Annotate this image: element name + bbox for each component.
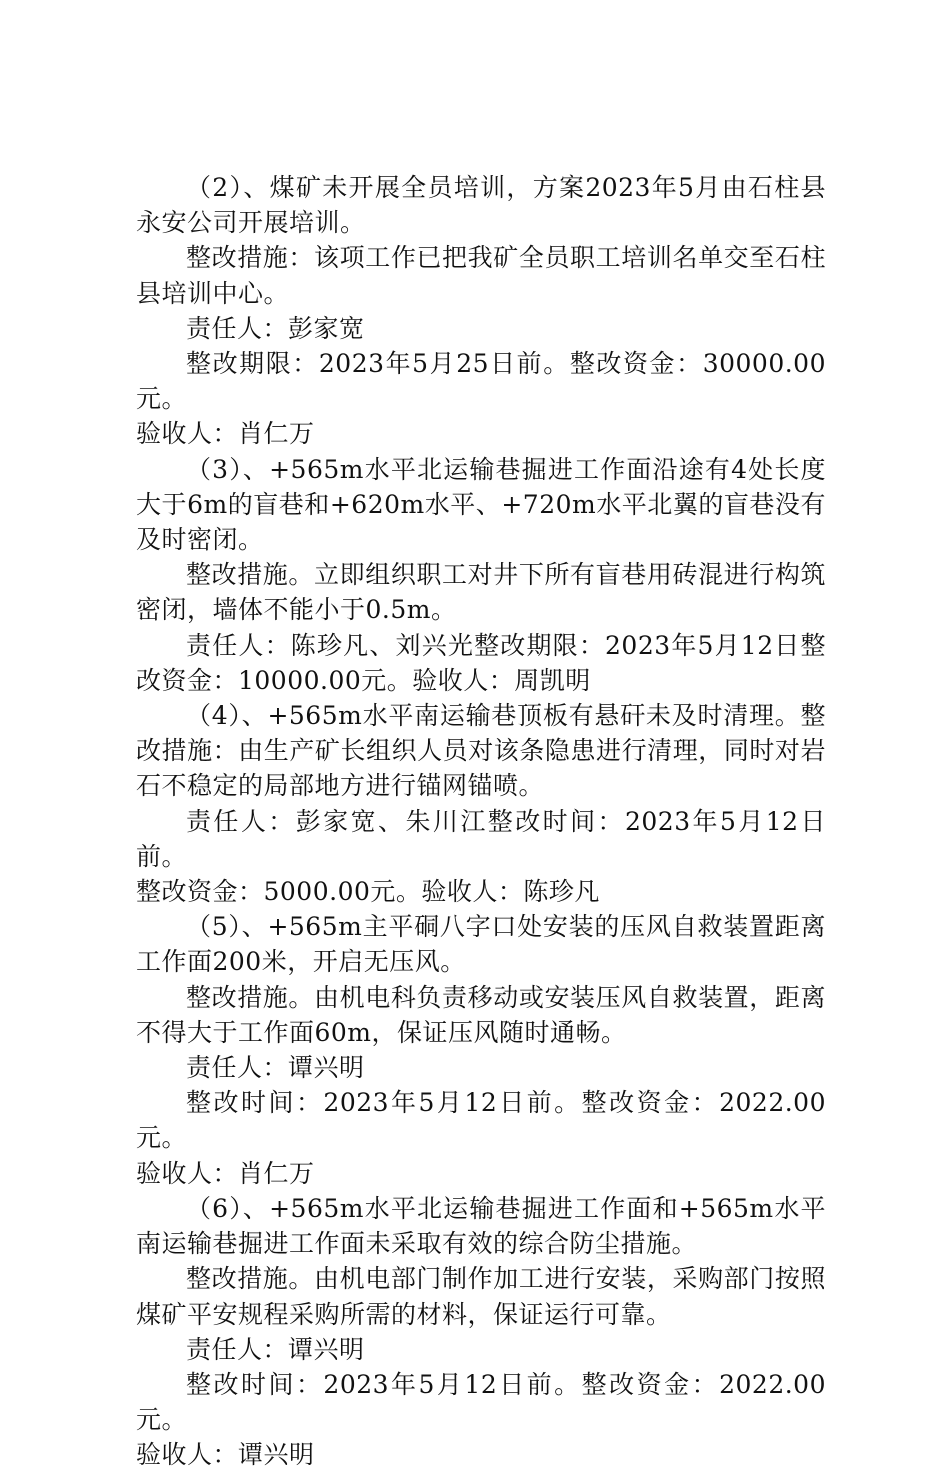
paragraph-item-5-responsible: 责任人：谭兴明 <box>186 1053 365 1083</box>
paragraph-item-5-heading: （5）、+565m主平硐八字口处安装的压风自救装置距离工作面200米，开启无压风。 <box>136 912 826 977</box>
paragraph-item-6-responsible: 责任人：谭兴明 <box>186 1334 365 1364</box>
paragraph-item-5-measures: 整改措施。由机电科负责移动或安装压风自救装置，距离不得大于工作面60m，保证压风随时通畅。 <box>136 982 826 1047</box>
paragraph-item-4-funds: 整改资金：5000.00元。验收人：陈珍凡 <box>136 877 600 907</box>
paragraph-item-5-deadline: 整改时间：2023年5月12日前。整改资金：2022.00元。 <box>136 1088 826 1153</box>
paragraph-item-2-heading: （2）、煤矿未开展全员培训，方案2023年5月由石柱县永安公司开展培训。 <box>136 173 826 238</box>
document-body <box>136 170 826 1473</box>
paragraph-item-6-heading: （6）、+565m水平北运输巷掘进工作面和+565m水平南运输巷掘进工作面未采取有效的综合防尘措施。 <box>136 1193 826 1259</box>
paragraph-item-2-measures: 整改措施：该项工作已把我矿全员职工培训名单交至石柱县培训中心。 <box>136 243 826 308</box>
paragraph-item-6-deadline: 整改时间：2023年5月12日前。整改资金：2022.00元。 <box>136 1369 826 1435</box>
paragraph-item-2-deadline: 整改期限：2023年5月25日前。整改资金：30000.00元。 <box>136 349 826 414</box>
paragraph-item-3-measures: 整改措施。立即组织职工对井下所有盲巷用砖混进行构筑密闭，墙体不能小于0.5m。 <box>136 560 826 625</box>
paragraph-item-2-inspector: 验收人：肖仁万 <box>136 419 315 449</box>
paragraph-item-4-heading: （4）、+565m水平南运输巷顶板有悬矸未及时清理。整改措施：由生产矿长组织人员对该条隐患进行清理，同时对岩石不稳定的局部地方进行锚网锚喷。 <box>136 701 826 801</box>
paragraph-item-6-inspector: 验收人：谭兴明 <box>136 1440 315 1470</box>
paragraph-item-3-responsible: 责任人：陈珍凡、刘兴光整改期限：2023年5月12日整改资金：10000.00元。验收人：周凯明 <box>136 630 826 695</box>
paragraph-item-4-responsible: 责任人：彭家宽、朱川江整改时间：2023年5月12日前。 <box>136 806 826 871</box>
paragraph-item-5-inspector: 验收人：肖仁万 <box>136 1158 315 1188</box>
paragraph-item-3-heading: （3）、+565m水平北运输巷掘进工作面沿途有4处长度大于6m的盲巷和+620m水平、+720m水平北翼的盲巷没有及时密闭。 <box>136 454 826 555</box>
paragraph-item-6-measures: 整改措施。由机电部门制作加工进行安装，采购部门按照煤矿平安规程采购所需的材料，保证运行可靠。 <box>136 1264 826 1329</box>
paragraph-item-2-responsible: 责任人：彭家宽 <box>186 313 365 343</box>
